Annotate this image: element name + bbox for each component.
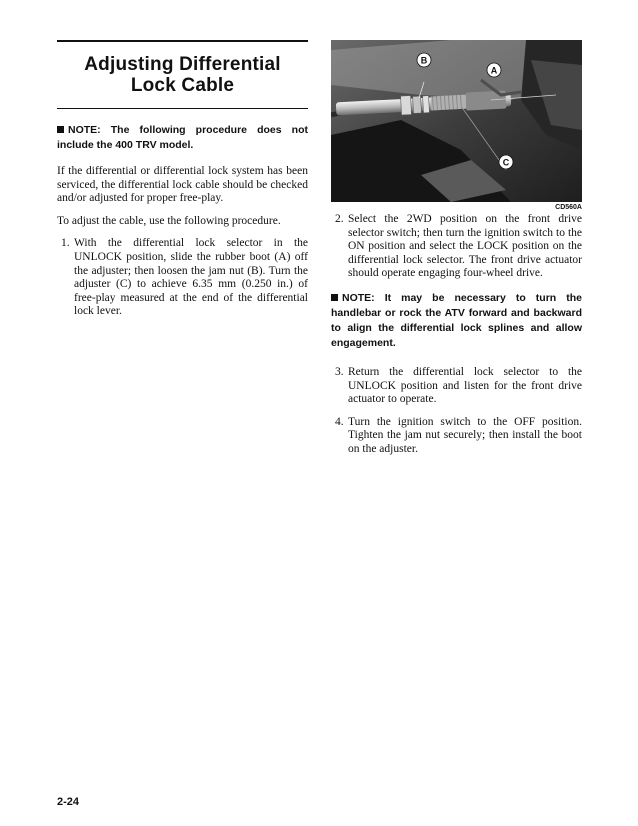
callout-c: C — [502, 157, 510, 168]
note-bullet-icon — [331, 294, 338, 301]
step-2-text: Select the 2WD position on the front drive selector switch; then turn the ignition switch to the ON position and select the LOCK position on the differential lock selector. The front drive actuator should operate engaging four-wheel drive. — [348, 213, 582, 280]
photo-code: CD560A — [555, 204, 582, 211]
procedure-intro: To adjust the cable, use the following procedure. — [57, 214, 281, 227]
note-handlebar — [331, 291, 582, 351]
note-400trv — [57, 123, 308, 153]
step-2 — [331, 213, 582, 281]
adjuster-photo — [331, 40, 582, 202]
callout-b: B — [420, 55, 428, 66]
step-3-number: 3. — [335, 365, 344, 378]
callout-a: A — [490, 65, 498, 76]
page-number: 2-24 — [57, 796, 80, 808]
note-text: NOTE: It may be necessary to turn the handlebar or rock the ATV forward and backward to align the differential lock splines and allow engagement. — [331, 291, 582, 349]
step-3 — [331, 366, 582, 407]
right-column — [331, 40, 582, 457]
title-line-2: Lock Cable — [130, 75, 235, 96]
step-1-number: 1. — [61, 237, 70, 250]
step-2-number: 2. — [335, 213, 344, 225]
title-line-1: Adjusting Differential — [84, 54, 281, 75]
section-title — [57, 40, 308, 109]
note-bullet-icon — [57, 126, 64, 133]
step-1-text: With the differential lock selector in the UNLOCK position, slide the rubber boot (A) off the adjuster; then loosen the jam nut (B). Turn the adjuster (C) to achieve 6.35 mm (0.250 in.) of free-play measured at the end of the differential lock lever. — [74, 237, 308, 318]
note-text: NOTE: The following procedure does not include the 400 TRV model. — [57, 124, 308, 151]
step-1 — [57, 237, 308, 319]
step-3-text: Return the differential lock selector to the UNLOCK position and listen for the front drive actuator to operate. — [348, 365, 582, 406]
step-4 — [331, 416, 582, 457]
step-4-number: 4. — [335, 415, 344, 428]
left-column — [57, 40, 308, 319]
step-4-text: Turn the ignition switch to the OFF position. Tighten the jam nut securely; then install the boot on the adjuster. — [348, 415, 582, 455]
intro-paragraph: If the differential or differential lock system has been serviced, the differential lock cable should be checked and/or adjusted for proper free-play. — [57, 165, 308, 205]
